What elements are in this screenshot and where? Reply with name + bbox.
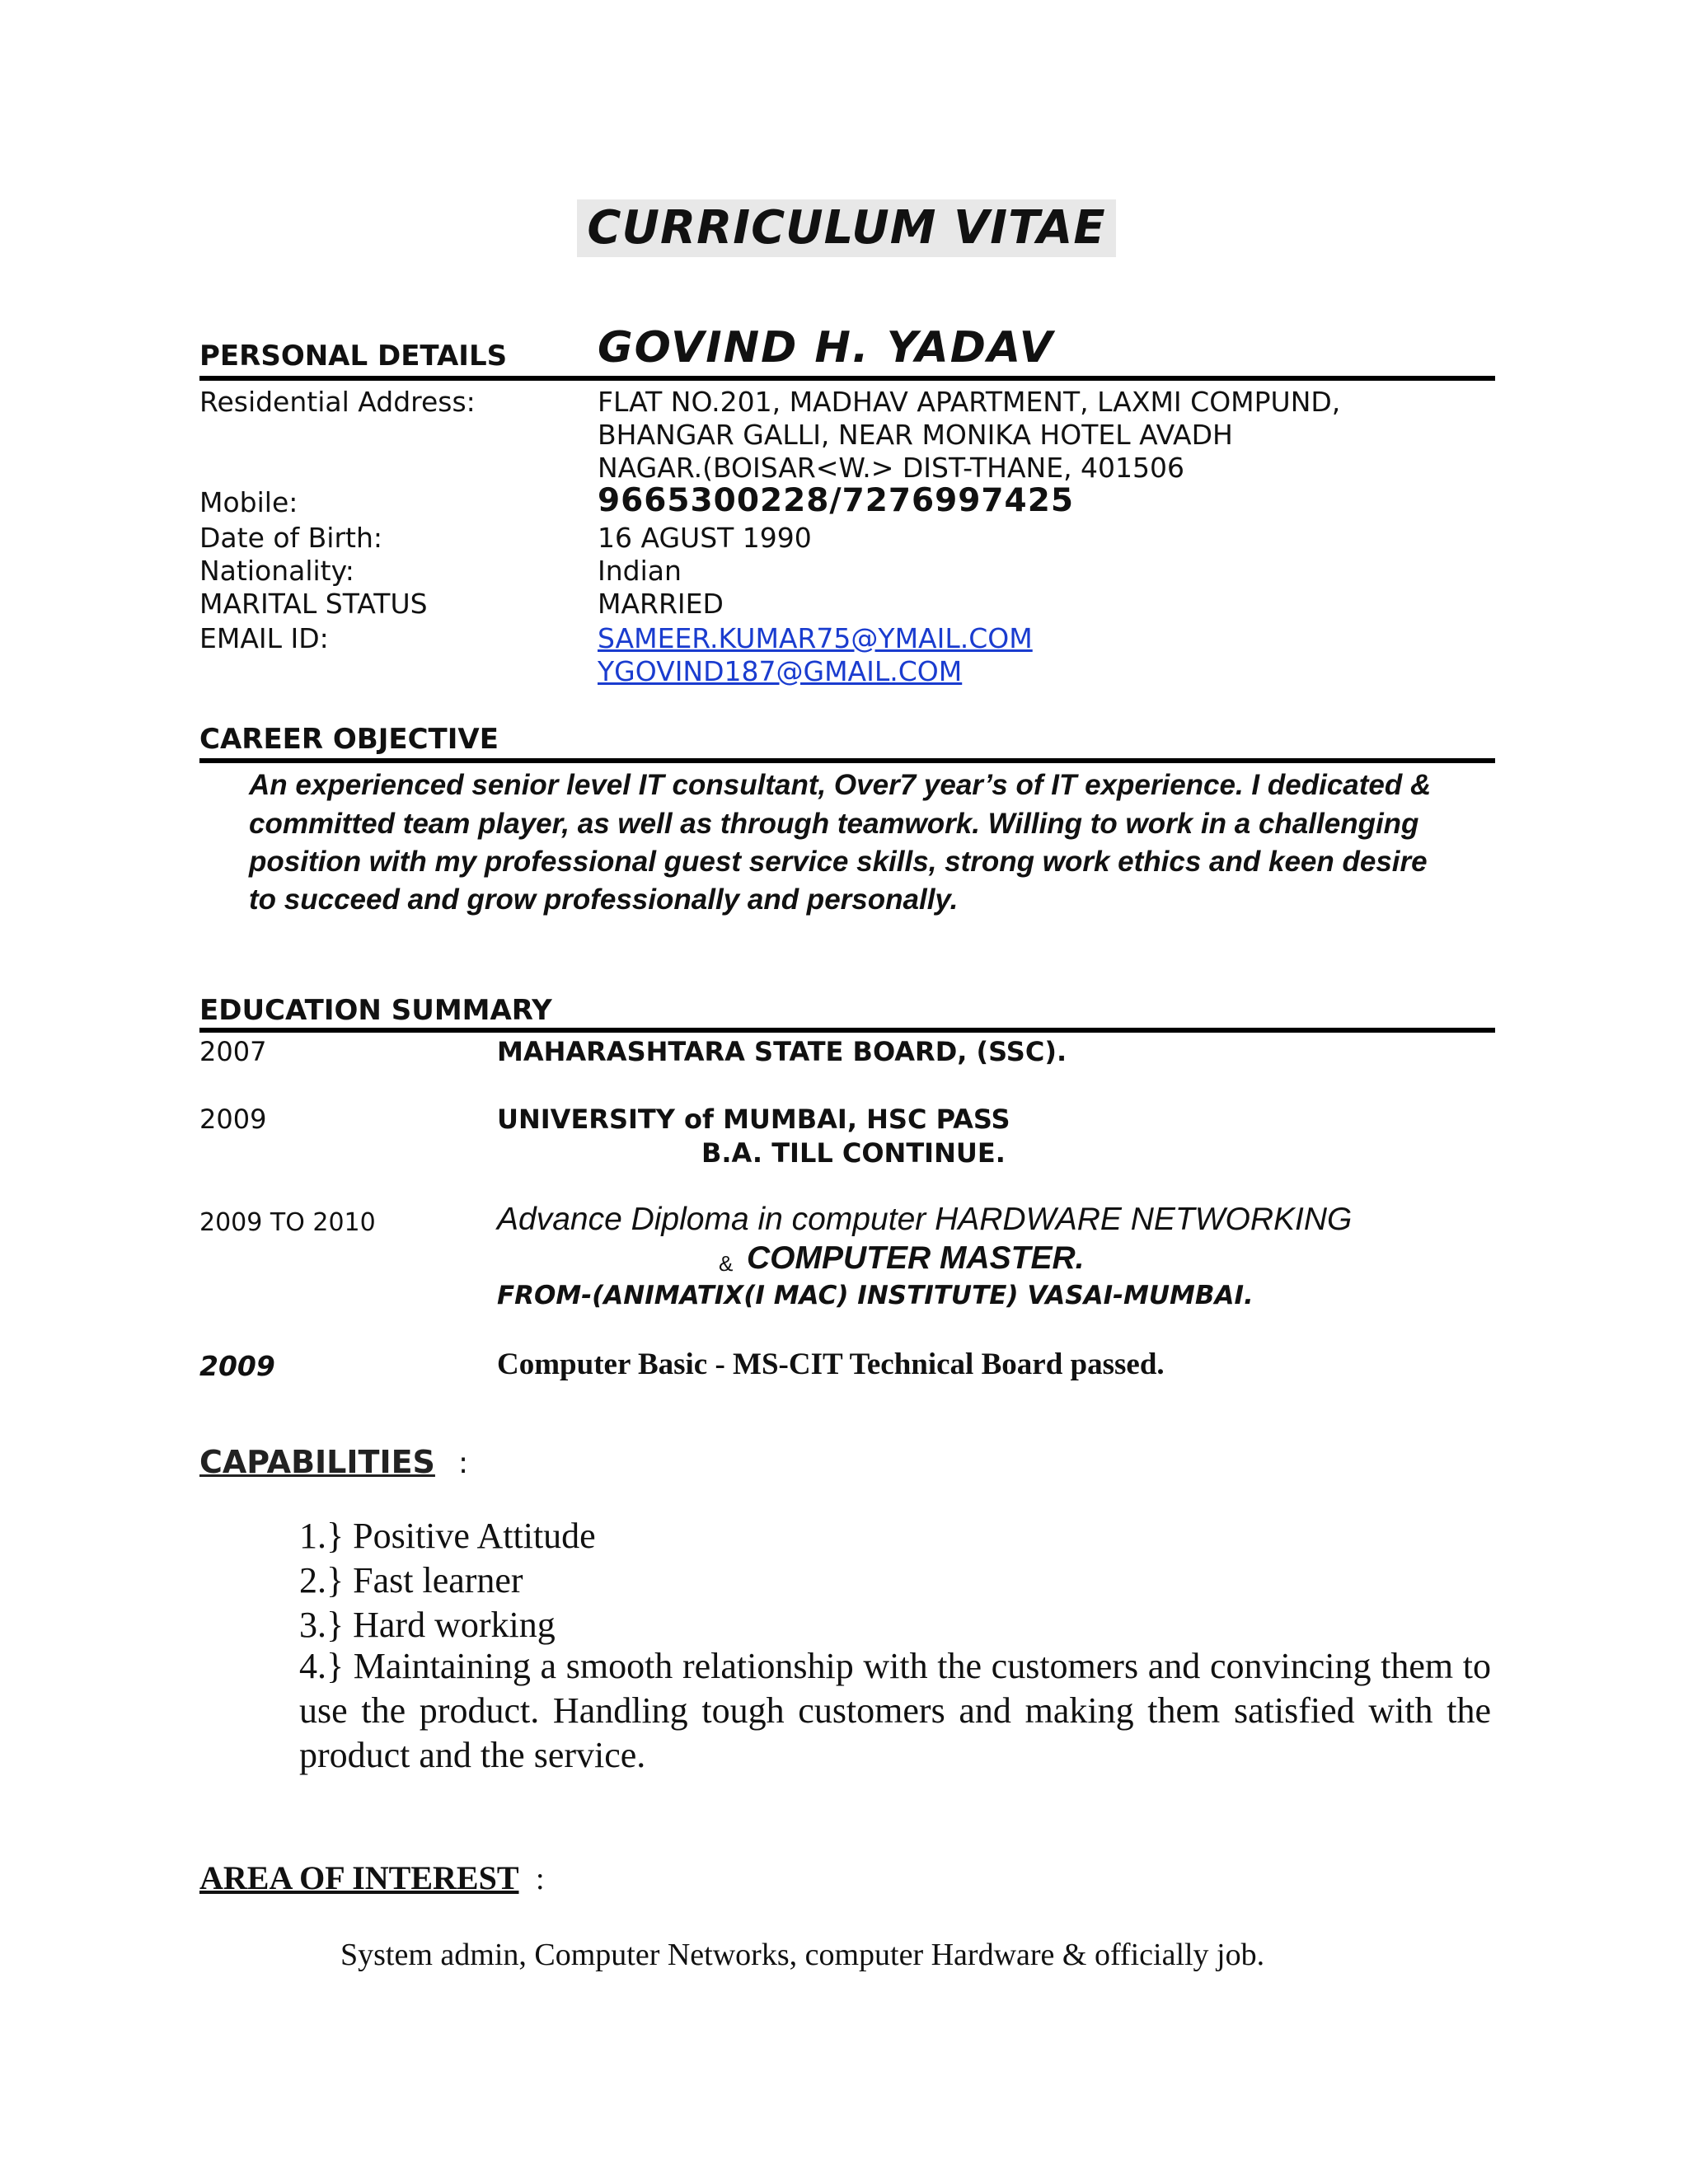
capability-item: 2.} Fast learner xyxy=(299,1560,523,1601)
objective-line: An experienced senior level IT consultant, Over7 year’s of IT experience. I dedicated & xyxy=(249,769,1432,801)
address-line: NAGAR.(BOISAR<W.> DIST-THANE, 401506 xyxy=(598,452,1185,484)
education-detail: B.A. TILL CONTINUE. xyxy=(701,1137,1006,1169)
dob-value: 16 AGUST 1990 xyxy=(598,522,812,554)
address-line: BHANGAR GALLI, NEAR MONIKA HOTEL AVADH xyxy=(598,419,1233,451)
email-link[interactable]: YGOVIND187@GMAIL.COM xyxy=(598,655,963,687)
education-year: 2007 xyxy=(199,1036,267,1067)
interest-heading: AREA OF INTEREST xyxy=(199,1859,519,1896)
marital-value: MARRIED xyxy=(598,588,724,620)
dob-label: Date of Birth: xyxy=(199,522,383,554)
objective-line: position with my professional guest service skills, strong work ethics and keen desire xyxy=(249,846,1428,878)
document-title: CURRICULUM VITAE xyxy=(587,201,1106,255)
address-line: FLAT NO.201, MADHAV APARTMENT, LAXMI COMPUND, xyxy=(598,386,1341,418)
objective-line: committed team player, as well as through teamwork. Willing to work in a challenging xyxy=(249,808,1419,840)
education-detail: Computer Basic - MS-CIT Technical Board passed. xyxy=(497,1347,1165,1381)
education-detail: MAHARASHTARA STATE BOARD, (SSC). xyxy=(497,1036,1067,1067)
section-divider xyxy=(199,758,1495,763)
ampersand: & xyxy=(719,1251,734,1276)
heading-colon: : xyxy=(536,1862,545,1896)
section-divider xyxy=(199,376,1495,381)
education-year: 2009 xyxy=(199,1350,275,1382)
education-detail: UNIVERSITY of MUMBAI, HSC PASS xyxy=(497,1104,1010,1135)
capability-item: 1.} Positive Attitude xyxy=(299,1516,596,1556)
email-label: EMAIL ID: xyxy=(199,622,329,654)
personal-details-heading: PERSONAL DETAILS xyxy=(199,340,508,373)
objective-line: to succeed and grow professionally and personally. xyxy=(249,883,959,916)
education-detail: Advance Diploma in computer HARDWARE NETWORKING xyxy=(497,1202,1353,1237)
document-title-box xyxy=(577,199,1116,257)
section-divider xyxy=(199,1028,1495,1033)
candidate-name: GOVIND H. YADAV xyxy=(598,323,1054,373)
capability-item: 3.} Hard working xyxy=(299,1605,556,1645)
education-detail: FROM-(ANIMATIX(I MAC) INSTITUTE) VASAI-MUMBAI. xyxy=(497,1281,1254,1310)
nationality-label: Nationality: xyxy=(199,555,354,587)
nationality-value: Indian xyxy=(598,555,682,587)
capability-item: 4.} Maintaining a smooth relationship with the customers and convincing them to use the product. Handling tough customers and making them satisfied with the product and the service. xyxy=(299,1646,1491,1775)
education-detail: COMPUTER MASTER. xyxy=(747,1240,1085,1276)
mobile-label: Mobile: xyxy=(199,486,298,518)
heading-colon: : xyxy=(458,1446,469,1480)
email-link[interactable]: SAMEER.KUMAR75@YMAIL.COM xyxy=(598,622,1033,654)
address-label: Residential Address: xyxy=(199,386,476,418)
career-objective-heading: CAREER OBJECTIVE xyxy=(199,723,499,756)
interest-text: System admin, Computer Networks, computer Hardware & officially job. xyxy=(340,1938,1265,1972)
education-heading: EDUCATION SUMMARY xyxy=(199,994,552,1027)
education-year: 2009 TO 2010 xyxy=(199,1208,376,1237)
marital-label: MARITAL STATUS xyxy=(199,588,428,620)
capabilities-heading: CAPABILITIES xyxy=(199,1444,435,1480)
education-year: 2009 xyxy=(199,1104,267,1135)
mobile-value: 9665300228/7276997425 xyxy=(598,482,1074,519)
